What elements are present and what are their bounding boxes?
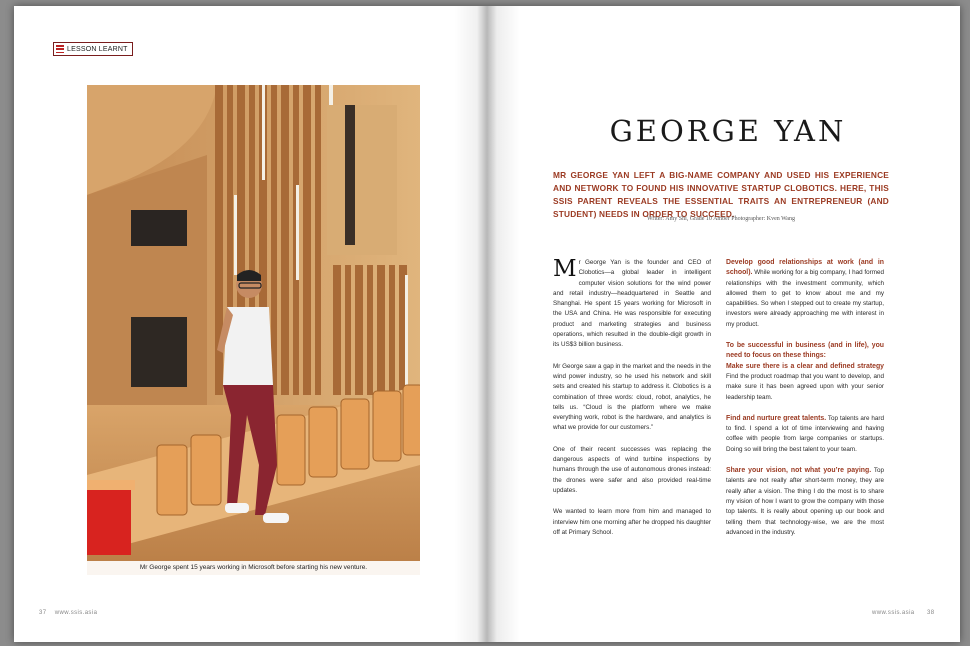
article-intro: MR GEORGE YAN LEFT A BIG-NAME COMPANY AND USED HIS EXPERIENCE AND NETWORK TO FOUND HIS INNOVATIVE STARTUP CLOBOTICS. HERE, THIS SSIS PARENT REVEALS THE ESSENTIAL TRAITS AN ENTREPRENEUR (AND STUDENT) NEEDS IN ORDER TO SUCCEED. xyxy=(553,170,889,219)
paragraph xyxy=(726,414,884,455)
subheading: Find and nurture great talents. xyxy=(726,414,827,422)
subheading: To be successful in business (and in life), you need to focus on these things: xyxy=(726,342,884,360)
lesson-learnt-badge xyxy=(53,42,133,56)
paragraph-text: Top talents are hard to find. I spend a lot of time interviewing and having coffee with people from large companies or startups. Doing so will bring the best talent to your team. xyxy=(726,414,884,453)
right-page xyxy=(488,6,960,642)
left-page xyxy=(14,6,488,642)
paragraph xyxy=(726,466,884,538)
paragraph-text: r George Yan is the founder and CEO of Clobotics—a global leader in intelligent computer vision solutions for the wind power and retail industry—headquartered in Seattle and Shanghai. He spent 15 years working for Microsoft in the USA and China. He was responsible for executing product and marketing strategies and business operations, which resulted in the double-digit growth in its US$3 billion business. xyxy=(553,259,711,349)
paragraph-text: While working for a big company, I had formed relationships with the investment community, which allowed them to get to know about me and my capabilities. So when I stepped out to create my startup, investors were already approaching me with interest in my product. xyxy=(726,269,884,328)
spine-shadow xyxy=(454,6,520,642)
paragraph-text: Top talents are not really after short-term money, they are really after a vision. The thing I do the most is to share my vision of how I want to grow the company with those top talents. It is really about opening up our book and telling them that technology-wise, we are the most advanced in the industry. xyxy=(726,467,884,536)
subheading: Share your vision, not what you’re paying. xyxy=(726,467,872,475)
left-folio xyxy=(39,610,97,616)
magazine-spread xyxy=(14,6,960,642)
article-byline: Writer: Amy Shi, Grade 10 Amber Photographer: Kven Wang xyxy=(647,216,795,222)
right-website: www.ssis.asia xyxy=(872,610,915,616)
photo-caption: Mr George spent 15 years working in Microsoft before starting his new venture. xyxy=(87,561,420,575)
article-title: GEORGE YAN xyxy=(609,114,847,148)
badge-label: LESSON LEARNT xyxy=(67,45,128,53)
paragraph xyxy=(726,258,884,330)
article-column-1 xyxy=(553,258,711,549)
paragraph-text: Find the product roadmap that you want to develop, and make sure it has been agreed upon with your senior leadership team. xyxy=(726,372,884,401)
subheading: Develop good relationships at work (and in school). xyxy=(726,259,884,277)
article-column-2 xyxy=(726,258,884,549)
subheading: Make sure there is a clear and defined strategy xyxy=(726,362,884,370)
paragraph xyxy=(726,362,884,403)
left-website: www.ssis.asia xyxy=(54,610,98,616)
paragraph: Mr George saw a gap in the market and the needs in the wind power industry, so he used his network and skill sets and created his startup to address it. Clobotics is a combination of three words: cloud, robot, analytics, he tells us. “Cloud is the platform where we make everything work, robot is the hardware, and analytics is what we provide for our customers.” xyxy=(553,362,711,432)
drop-cap: M xyxy=(553,256,577,282)
paragraph: We wanted to learn more from him and managed to interview him one morning after he dropped his daughter off at Primary School. xyxy=(553,508,711,536)
photo-illustration xyxy=(87,85,420,575)
left-page-number: 37 xyxy=(39,610,47,616)
paragraph: One of their recent successes was replacing the dangerous aspects of wind turbine inspections by humans through the use of autonomous drones instead: the drones were safer and also provided real-time updates. xyxy=(553,445,711,494)
paragraph xyxy=(553,258,711,351)
menu-lines-icon xyxy=(56,45,64,53)
auditorium-photo xyxy=(87,85,420,575)
right-page-number: 38 xyxy=(926,610,935,616)
right-folio xyxy=(872,610,934,616)
paragraph xyxy=(726,341,884,362)
